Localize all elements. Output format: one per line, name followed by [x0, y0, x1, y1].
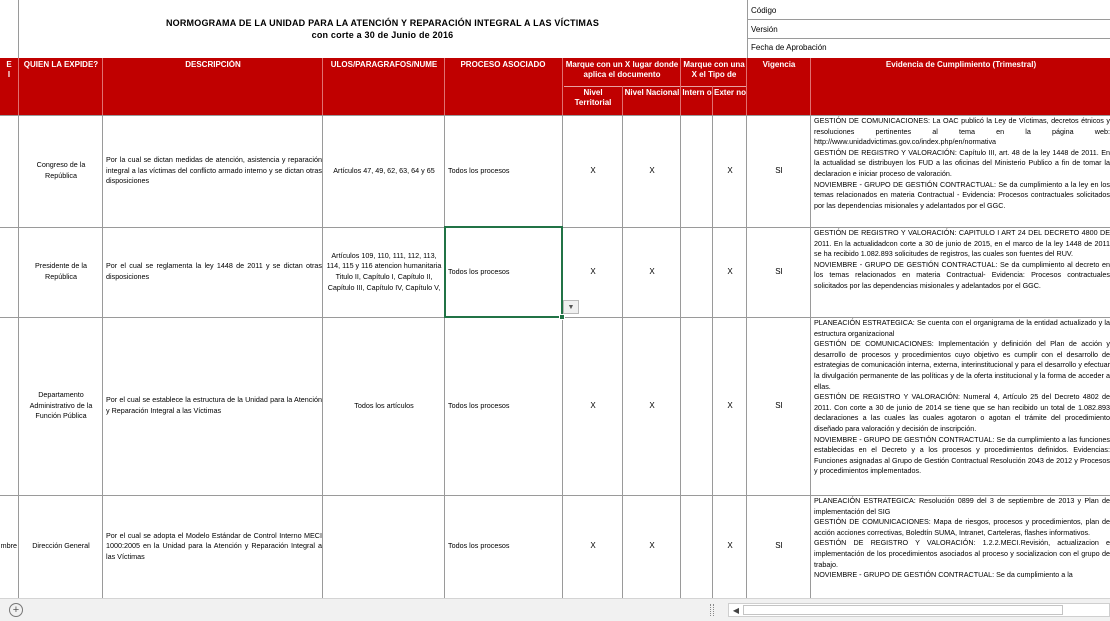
row1-nacional[interactable]: X	[649, 165, 655, 175]
row1-evidencia[interactable]: GESTIÓN DE COMUNICACIONES: La OAC publicó la Ley de Víctimas, decretos étnicos y resoluciones pertinentes al tema en la página web: http://www.unidadvictimas.gov.co/index.php/en/normativa GESTIÓN DE REGISTRO Y VALORACIÓN: Capítulo III, art. 48 de la ley 1448 de 2011. En la actualidad se distribuyen los FUD a las oficinas del Ministerio Publico a fin de tomar la declaracion e iniciar proceso de valoración. NOVIEMBRE - GRUPO DE GESTIÓN CONTRACTUAL: Se da cumplimiento a la ley en los temas relacionados en materia Contractual - Evidencia: Procesos contractuales solicitados por las dependencias misionales y adelantados por el GGC.	[814, 116, 1110, 210]
row4-proceso[interactable]: Todos los procesos	[448, 541, 510, 551]
header-vigencia[interactable]: Vigencia	[762, 60, 796, 69]
fill-handle[interactable]	[559, 314, 565, 320]
header-nivel-nacional[interactable]: Nivel Nacional	[624, 88, 680, 97]
row2-territorial[interactable]: X	[590, 266, 596, 276]
header-quien-expide[interactable]: QUIEN LA EXPIDE?	[23, 60, 99, 69]
document-subtitle: con corte a 30 de Junio de 2016	[311, 30, 454, 40]
row2-articulos[interactable]: Artículos 109, 110, 111, 112, 113, 114, 115 y 116 atencion humanitaria Titulo II, Capítulo I, Capítulo II, Capítulo III, Capítulo IV, Capítulo V,	[326, 250, 442, 292]
row3-interno[interactable]	[682, 317, 712, 495]
row4-descripcion[interactable]: Por el cual se adopta el Modelo Estándar de Control Interno MECI 1000:2005 en la Unidad para la Atención y Reparación Integral a las Víctimas	[106, 530, 322, 561]
document-title: NORMOGRAMA DE LA UNIDAD PARA LA ATENCIÓN Y REPARACIÓN INTEGRAL A LAS VÍCTIMAS	[165, 18, 600, 28]
header-evidencia[interactable]: Evidencia de Cumplimiento (Trimestral)	[885, 60, 1037, 69]
row2-quien[interactable]: Presidente de la República	[35, 261, 87, 281]
row2-nacional[interactable]: X	[649, 266, 655, 276]
tab-bar-splitter[interactable]	[710, 604, 714, 616]
row2-externo[interactable]: X	[727, 266, 733, 276]
header-proceso-asociado[interactable]: PROCESO ASOCIADO	[460, 60, 546, 69]
plus-circle-icon[interactable]: +	[9, 603, 23, 617]
header-articulos[interactable]: ULOS/PARAGRAFOS/NUME	[330, 60, 438, 69]
row4-externo[interactable]: X	[727, 541, 733, 551]
row3-territorial[interactable]: X	[590, 400, 596, 410]
row3-descripcion[interactable]: Por el cual se establece la estructura de la Unidad para la Atención y Reparación Integral a las Víctimas	[106, 395, 322, 415]
row2-evidencia[interactable]: GESTIÓN DE REGISTRO Y VALORACIÓN: CAPITULO I ART 24 DEL DECRETO 4800 DE 2011. En la actualidadcon corte a 30 de junio de 2015, en el marco de la ley 1448 de 2011 se ha recibido 1.082.893 solicitudes de registros, las cuales son fuentes del RUV. NOVIEMBRE - GRUPO DE GESTIÓN CONTRACTUAL: Se da cumplimiento al decreto en los temas relacionados en materia Contractual- Evidencia: Procesos contractuales solicitados por las dependencias misionales y adelantados por el GGC.	[814, 228, 1110, 290]
dropdown-arrow-icon[interactable]: ▼	[563, 300, 579, 314]
row1-descripcion[interactable]: Por la cual se dictan medidas de atención, asistencia y reparación integral a las víctimas del conflicto armado interno y se dictan otras disposiciones	[106, 155, 322, 186]
row4-vigencia[interactable]: SI	[775, 541, 783, 551]
row1-articulos[interactable]: Artículos 47, 49, 62, 63, 64 y 65	[333, 165, 435, 175]
row4-col0[interactable]: mbre	[0, 541, 17, 551]
meta-fecha-aprobacion[interactable]: Fecha de Aprobación	[751, 43, 827, 52]
row1-proceso[interactable]: Todos los procesos	[448, 165, 510, 175]
header-interno[interactable]: Intern o	[682, 88, 712, 97]
header-lugar-aplica[interactable]: Marque con un X lugar donde aplica el documento	[565, 60, 679, 79]
row3-articulos[interactable]: Todos los artículos	[354, 400, 414, 410]
row2-proceso[interactable]: Todos los procesos	[448, 266, 510, 276]
selected-cell[interactable]	[444, 226, 563, 318]
row4-articulos[interactable]	[326, 495, 442, 598]
row4-quien[interactable]: Dirección General	[32, 541, 90, 551]
title-block	[0, 0, 748, 58]
header-tipo[interactable]: Marque con una X el Tipo de	[683, 60, 745, 79]
meta-version[interactable]: Versión	[751, 25, 778, 34]
row4-evidencia[interactable]: PLANEACIÓN ESTRATEGICA: Resolución 0899 del 3 de septiembre de 2013 y Plan de implementación del SIG GESTIÓN DE COMUNICACIONES: Mapa de riesgos, procesos y procedimientos, plan de acción acciones correctivas, Boledtín SUMA, Intranet, Carteleras, flashes informativos. GESTIÓN DE REGISTRO Y VALORACIÓN: 1.2.2.MECI.Revisión, actualizacion e implementación de los procedimientos asociados al proceso y socializacion con el grupo de trabajo. NOVIEMBRE - GRUPO DE GESTIÓN CONTRACTUAL: Se da cumplimiento a la	[814, 496, 1110, 580]
row4-nacional[interactable]: X	[649, 541, 655, 551]
row2-interno[interactable]	[682, 227, 712, 317]
row1-territorial[interactable]: X	[590, 165, 596, 175]
row3-quien[interactable]: Departamento Administrativo de la Función Pública	[29, 390, 93, 421]
row2-descripcion[interactable]: Por el cual se reglamenta la ley 1448 de 2011 y se dictan otras disposiciones	[106, 261, 322, 281]
row4-territorial[interactable]: X	[590, 541, 596, 551]
row3-proceso[interactable]: Todos los procesos	[448, 400, 510, 410]
header-descripcion[interactable]: DESCRIPCIÓN	[185, 60, 241, 69]
scroll-left-icon[interactable]: ◀	[732, 605, 740, 615]
row4-interno[interactable]	[682, 495, 712, 598]
row2-vigencia[interactable]: SI	[775, 266, 783, 276]
header-externo[interactable]: Exter no	[714, 88, 746, 97]
horizontal-scrollbar[interactable]	[728, 603, 1110, 617]
header-col-e[interactable]: E I	[6, 60, 12, 79]
row1-externo[interactable]: X	[727, 165, 733, 175]
header-nivel-territorial[interactable]: Nivel Territorial	[574, 88, 612, 107]
row3-externo[interactable]: X	[727, 400, 733, 410]
row3-vigencia[interactable]: SI	[775, 400, 783, 410]
row3-evidencia[interactable]: PLANEACIÓN ESTRATEGICA: Se cuenta con el organigrama de la entidad actualizado y la estructura organizacional GESTIÓN DE COMUNICACIONES: Implementación y definición del Plan de acción y desarrollo de procesos y procedimientos cuyo objetivo es cumplir con el desarrollo de estrategias de comunicación interna, externa, interinstitucional y para el desarrollo y efectuar la divulgación permanente de las políticas y de la oferta institucional y la forma de acceder a ellas. GESTIÓN DE REGISTRO Y VALORACIÓN: Numeral 4, Artículo 25 del Decreto 4802 de 2011. Con corte a 30 de junio de 2014 se tiene que se han recibido un total de 1.082.893 declaraciones a las cuales las cuales agotaron o agotan el trámite del procedimiento diseñado para valoración y decisión de inscripción. NOVIEMBRE - GRUPO DE GESTIÓN CONTRACTUAL: Se da cumplimiento a las funciones establecidas en el Decreto y a los procesos y procedimientos definidos. Evidencias: Funciones asignadas al Grupo de Gestión Contractual Resolución 2043 de 2012 y Procesos y procedimientos implementados.	[814, 318, 1110, 476]
row1-interno[interactable]	[682, 115, 712, 227]
row3-nacional[interactable]: X	[649, 400, 655, 410]
scrollbar-thumb[interactable]	[743, 605, 1063, 615]
row1-quien[interactable]: Congreso de la República	[36, 160, 86, 180]
meta-codigo[interactable]: Código	[751, 6, 777, 15]
row1-vigencia[interactable]: SI	[775, 165, 783, 175]
